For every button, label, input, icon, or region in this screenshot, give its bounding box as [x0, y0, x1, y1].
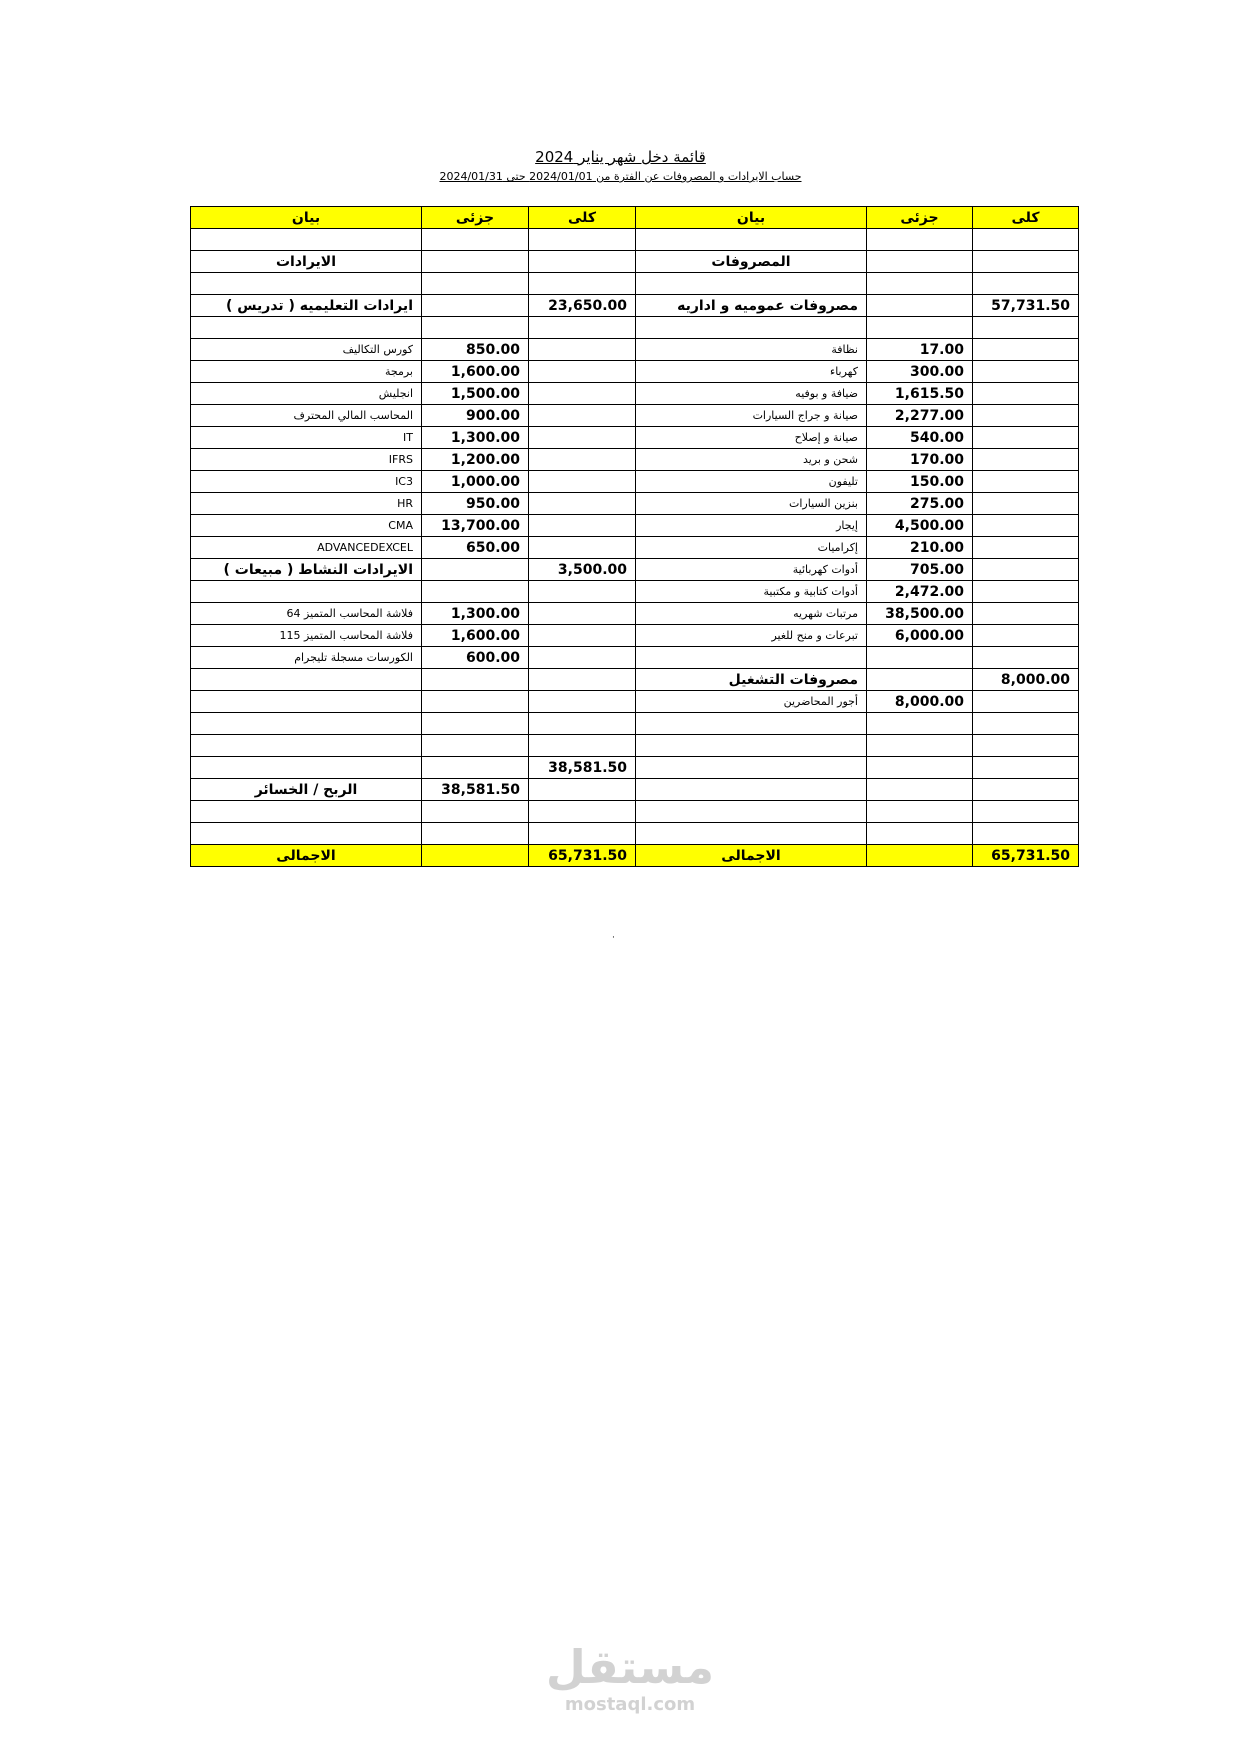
expense-description-cell: ضيافة و بوفيه — [636, 383, 867, 405]
expense-partial-cell: 8,000.00 — [867, 691, 973, 713]
table-row — [191, 801, 1079, 823]
table-row — [191, 339, 1079, 361]
expense-total-cell — [973, 515, 1079, 537]
table-row — [191, 273, 1079, 295]
expense-total-partial — [867, 845, 973, 867]
expense-partial-cell — [867, 757, 973, 779]
expense-description-cell — [636, 823, 867, 845]
header-right-total: كلى — [973, 207, 1079, 229]
table-row — [191, 669, 1079, 691]
revenue-partial-cell: 1,600.00 — [422, 361, 529, 383]
expense-partial-cell — [867, 229, 973, 251]
expense-partial-cell: 170.00 — [867, 449, 973, 471]
revenue-partial-cell: 1,600.00 — [422, 625, 529, 647]
table-row — [191, 405, 1079, 427]
revenue-total-cell — [529, 493, 636, 515]
expense-total-cell — [973, 713, 1079, 735]
expense-total-cell — [973, 603, 1079, 625]
total-row — [191, 845, 1079, 867]
revenue-total-cell — [529, 251, 636, 273]
expense-description-cell: كهرباء — [636, 361, 867, 383]
revenue-description-cell — [191, 801, 422, 823]
expense-partial-cell — [867, 779, 973, 801]
revenue-grand-total: 65,731.50 — [529, 845, 636, 867]
expense-partial-cell — [867, 273, 973, 295]
expense-total-cell — [973, 735, 1079, 757]
expense-partial-cell: 300.00 — [867, 361, 973, 383]
expense-partial-cell: 275.00 — [867, 493, 973, 515]
revenue-description-cell: IFRS — [191, 449, 422, 471]
revenue-description-cell — [191, 735, 422, 757]
expense-description-cell — [636, 801, 867, 823]
expense-total-cell — [973, 823, 1079, 845]
revenue-total-cell — [529, 229, 636, 251]
expense-partial-cell — [867, 669, 973, 691]
expense-description-cell — [636, 735, 867, 757]
table-row — [191, 647, 1079, 669]
revenue-total-cell — [529, 515, 636, 537]
revenue-total-cell — [529, 273, 636, 295]
revenue-description-cell: CMA — [191, 515, 422, 537]
expense-total-cell — [973, 581, 1079, 603]
header-left-total: كلى — [529, 207, 636, 229]
expense-partial-cell: 540.00 — [867, 427, 973, 449]
expense-partial-cell: 6,000.00 — [867, 625, 973, 647]
revenue-total-cell — [529, 713, 636, 735]
expense-partial-cell: 4,500.00 — [867, 515, 973, 537]
revenue-total-cell — [529, 427, 636, 449]
revenue-partial-cell: 850.00 — [422, 339, 529, 361]
expense-partial-cell: 2,472.00 — [867, 581, 973, 603]
table-row — [191, 757, 1079, 779]
watermark-latin: mostaql.com — [564, 1694, 696, 1715]
expense-total-cell — [973, 625, 1079, 647]
revenue-description-cell — [191, 669, 422, 691]
expense-partial-cell — [867, 251, 973, 273]
expense-total-cell — [973, 559, 1079, 581]
expense-description-cell: نظافة — [636, 339, 867, 361]
expense-description-cell — [636, 229, 867, 251]
expense-description-cell — [636, 779, 867, 801]
expense-total-cell — [973, 757, 1079, 779]
expense-partial-cell — [867, 823, 973, 845]
revenue-partial-cell — [422, 251, 529, 273]
revenue-total-cell — [529, 339, 636, 361]
expense-partial-cell: 150.00 — [867, 471, 973, 493]
revenue-total-cell — [529, 383, 636, 405]
expense-description-cell: مصروفات التشغيل — [636, 669, 867, 691]
watermark-arabic: مستقل — [545, 1640, 715, 1694]
revenue-total-cell: 38,581.50 — [529, 757, 636, 779]
expense-description-cell: تبرعات و منح للغير — [636, 625, 867, 647]
revenue-total-cell — [529, 669, 636, 691]
expense-total-label: الاجمالى — [636, 845, 867, 867]
expense-total-cell: 57,731.50 — [973, 295, 1079, 317]
revenue-total-cell: 23,650.00 — [529, 295, 636, 317]
expense-description-cell: إكراميات — [636, 537, 867, 559]
income-statement-table — [190, 206, 1079, 867]
expense-partial-cell: 210.00 — [867, 537, 973, 559]
table-row — [191, 229, 1079, 251]
header-left-description: بيان — [191, 207, 422, 229]
revenue-total-cell — [529, 801, 636, 823]
footer-mark: · — [612, 933, 615, 943]
revenue-partial-cell: 1,200.00 — [422, 449, 529, 471]
table-row — [191, 427, 1079, 449]
revenue-description-cell: IC3 — [191, 471, 422, 493]
expense-total-cell — [973, 251, 1079, 273]
expense-total-cell — [973, 229, 1079, 251]
expense-description-cell: أدوات كتابية و مكتبية — [636, 581, 867, 603]
revenue-total-cell — [529, 735, 636, 757]
revenue-partial-cell: 13,700.00 — [422, 515, 529, 537]
expense-partial-cell: 38,500.00 — [867, 603, 973, 625]
expense-description-cell: صيانة و جراج السيارات — [636, 405, 867, 427]
revenue-partial-cell — [422, 669, 529, 691]
revenue-partial-cell — [422, 713, 529, 735]
revenue-description-cell: الكورسات مسجلة تليجرام — [191, 647, 422, 669]
revenue-total-cell — [529, 449, 636, 471]
revenue-partial-cell — [422, 757, 529, 779]
revenue-description-cell — [191, 757, 422, 779]
revenue-description-cell — [191, 273, 422, 295]
revenue-total-cell — [529, 647, 636, 669]
revenue-description-cell — [191, 713, 422, 735]
revenue-description-cell: المحاسب المالي المحترف — [191, 405, 422, 427]
revenue-description-cell — [191, 229, 422, 251]
revenue-total-cell — [529, 471, 636, 493]
table-row — [191, 537, 1079, 559]
revenue-description-cell: برمجة — [191, 361, 422, 383]
revenue-partial-cell: 900.00 — [422, 405, 529, 427]
table-row — [191, 823, 1079, 845]
table-row — [191, 559, 1079, 581]
expense-description-cell: أجور المحاضرين — [636, 691, 867, 713]
expense-description-cell — [636, 647, 867, 669]
revenue-total-cell — [529, 823, 636, 845]
table-row — [191, 779, 1079, 801]
revenue-total-cell — [529, 361, 636, 383]
header-left-partial: جزئى — [422, 207, 529, 229]
expense-total-cell — [973, 779, 1079, 801]
table-row — [191, 383, 1079, 405]
revenue-description-cell — [191, 823, 422, 845]
table-row — [191, 515, 1079, 537]
expense-description-cell: بنزين السيارات — [636, 493, 867, 515]
revenue-partial-cell: 38,581.50 — [422, 779, 529, 801]
revenue-total-label: الاجمالى — [191, 845, 422, 867]
revenue-partial-cell — [422, 581, 529, 603]
expense-description-cell: صيانة و إصلاح — [636, 427, 867, 449]
expense-description-cell: مرتبات شهريه — [636, 603, 867, 625]
expense-total-cell — [973, 361, 1079, 383]
expense-partial-cell: 1,615.50 — [867, 383, 973, 405]
revenue-description-cell — [191, 691, 422, 713]
revenue-partial-cell — [422, 317, 529, 339]
table-row — [191, 361, 1079, 383]
table-row — [191, 317, 1079, 339]
revenue-description-cell: انجليش — [191, 383, 422, 405]
revenue-description-cell: IT — [191, 427, 422, 449]
expense-partial-cell — [867, 647, 973, 669]
revenue-description-cell: كورس التكاليف — [191, 339, 422, 361]
table-row — [191, 251, 1079, 273]
expense-description-cell: شحن و بريد — [636, 449, 867, 471]
expense-description-cell — [636, 317, 867, 339]
revenue-partial-cell: 950.00 — [422, 493, 529, 515]
revenue-description-cell: الربح / الخسائر — [191, 779, 422, 801]
revenue-total-partial — [422, 845, 529, 867]
expense-description-cell: مصروفات عموميه و اداريه — [636, 295, 867, 317]
revenue-description-cell — [191, 317, 422, 339]
expense-total-cell — [973, 537, 1079, 559]
table-row — [191, 295, 1079, 317]
document-title: قائمة دخل شهر يناير 2024 — [535, 148, 706, 166]
revenue-total-cell — [529, 625, 636, 647]
expense-description-cell: أدوات كهربائية — [636, 559, 867, 581]
expense-total-cell — [973, 273, 1079, 295]
expense-description-cell: إيجار — [636, 515, 867, 537]
revenue-description-cell: الايرادات النشاط ( مبيعات ) — [191, 559, 422, 581]
revenue-total-cell — [529, 691, 636, 713]
revenue-description-cell: HR — [191, 493, 422, 515]
revenue-total-cell — [529, 779, 636, 801]
expense-description-cell — [636, 713, 867, 735]
expense-partial-cell: 2,277.00 — [867, 405, 973, 427]
expense-total-cell — [973, 449, 1079, 471]
expense-total-cell — [973, 317, 1079, 339]
revenue-description-cell: ايرادات التعليميه ( تدريس ) — [191, 295, 422, 317]
expense-partial-cell — [867, 713, 973, 735]
expense-total-cell — [973, 691, 1079, 713]
table-header-row — [191, 207, 1079, 229]
table-row — [191, 691, 1079, 713]
table-row — [191, 625, 1079, 647]
expense-description-cell — [636, 757, 867, 779]
revenue-partial-cell — [422, 735, 529, 757]
table-row — [191, 735, 1079, 757]
revenue-total-cell — [529, 405, 636, 427]
revenue-total-cell — [529, 317, 636, 339]
expense-total-cell: 8,000.00 — [973, 669, 1079, 691]
expense-description-cell: المصروفات — [636, 251, 867, 273]
table-row — [191, 603, 1079, 625]
expense-grand-total: 65,731.50 — [973, 845, 1079, 867]
revenue-partial-cell — [422, 559, 529, 581]
expense-partial-cell — [867, 735, 973, 757]
revenue-partial-cell: 650.00 — [422, 537, 529, 559]
revenue-partial-cell: 1,300.00 — [422, 603, 529, 625]
revenue-description-cell: ADVANCEDEXCEL — [191, 537, 422, 559]
revenue-description-cell: فلاشة المحاسب المتميز 64 — [191, 603, 422, 625]
revenue-description-cell: فلاشة المحاسب المتميز 115 — [191, 625, 422, 647]
expense-total-cell — [973, 427, 1079, 449]
expense-description-cell — [636, 273, 867, 295]
expense-description-cell: تليفون — [636, 471, 867, 493]
expense-partial-cell — [867, 801, 973, 823]
revenue-partial-cell: 1,000.00 — [422, 471, 529, 493]
expense-total-cell — [973, 647, 1079, 669]
table-body — [191, 207, 1079, 867]
revenue-description-cell — [191, 581, 422, 603]
header-right-description: بيان — [636, 207, 867, 229]
expense-total-cell — [973, 493, 1079, 515]
revenue-partial-cell — [422, 801, 529, 823]
expense-partial-cell — [867, 295, 973, 317]
revenue-partial-cell — [422, 229, 529, 251]
expense-partial-cell: 17.00 — [867, 339, 973, 361]
expense-total-cell — [973, 801, 1079, 823]
document-subtitle: حساب الايرادات و المصروفات عن الفترة من 2024/01/01 حتى 2024/01/31 — [439, 170, 802, 183]
revenue-total-cell — [529, 581, 636, 603]
expense-total-cell — [973, 405, 1079, 427]
revenue-partial-cell — [422, 295, 529, 317]
revenue-description-cell: الايرادات — [191, 251, 422, 273]
table-row — [191, 713, 1079, 735]
revenue-partial-cell: 1,500.00 — [422, 383, 529, 405]
mostaql-watermark — [530, 1640, 730, 1715]
revenue-partial-cell: 1,300.00 — [422, 427, 529, 449]
revenue-total-cell: 3,500.00 — [529, 559, 636, 581]
revenue-total-cell — [529, 537, 636, 559]
header-right-partial: جزئى — [867, 207, 973, 229]
table-row — [191, 581, 1079, 603]
expense-partial-cell: 705.00 — [867, 559, 973, 581]
expense-total-cell — [973, 471, 1079, 493]
revenue-partial-cell — [422, 691, 529, 713]
table-row — [191, 493, 1079, 515]
expense-total-cell — [973, 339, 1079, 361]
revenue-partial-cell — [422, 823, 529, 845]
expense-partial-cell — [867, 317, 973, 339]
table-row — [191, 449, 1079, 471]
table-row — [191, 471, 1079, 493]
expense-total-cell — [973, 383, 1079, 405]
revenue-total-cell — [529, 603, 636, 625]
revenue-partial-cell — [422, 273, 529, 295]
revenue-partial-cell: 600.00 — [422, 647, 529, 669]
